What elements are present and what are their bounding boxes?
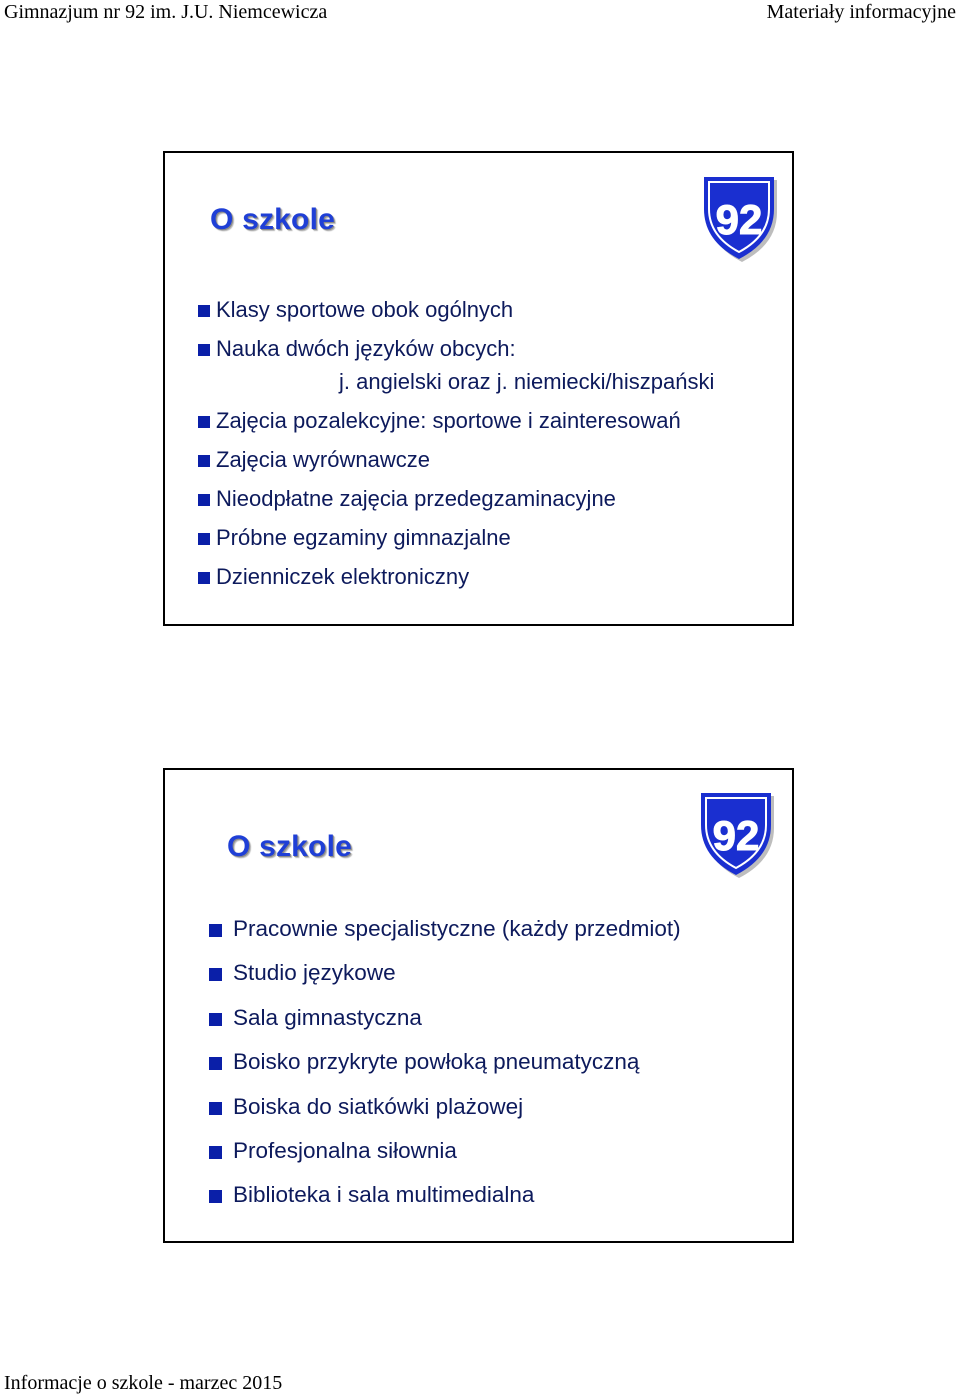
list-item-continuation: j. angielski oraz j. niemiecki/hiszpański — [339, 369, 715, 394]
list-item: Próbne egzaminy gimnazjalne — [196, 524, 714, 563]
list-item: Profesjonalna siłownia — [207, 1137, 681, 1181]
slide-1-bullet-list — [196, 296, 714, 602]
list-item: Sala gimnastyczna — [207, 1004, 681, 1048]
page-footer: Informacje o szkole - marzec 2015 — [4, 1372, 283, 1394]
list-item: Studio językowe — [207, 959, 681, 1003]
list-item: Boiska do siatkówki plażowej — [207, 1093, 681, 1137]
logo-number: 92 — [715, 196, 763, 243]
slide-title: O szkole — [227, 830, 352, 863]
slide-title: O szkole — [210, 203, 335, 236]
square-bullet-icon — [198, 416, 210, 428]
list-item: Klasy sportowe obok ogólnych — [196, 296, 714, 335]
header-doc-type: Materiały informacyjne — [766, 1, 956, 23]
list-item: Dzienniczek elektroniczny — [196, 563, 714, 602]
list-item: Zajęcia pozalekcyjne: sportowe i zainteresowań — [196, 407, 714, 446]
square-bullet-icon — [209, 924, 222, 937]
square-bullet-icon — [198, 494, 210, 506]
square-bullet-icon — [198, 344, 210, 356]
list-item: Boisko przykryte powłoką pneumatyczną — [207, 1048, 681, 1092]
square-bullet-icon — [198, 305, 210, 317]
square-bullet-icon — [209, 1190, 222, 1203]
school-shield-logo-icon — [701, 172, 783, 264]
list-item: Pracownie specjalistyczne (każdy przedmiot) — [207, 915, 681, 959]
square-bullet-icon — [209, 1057, 222, 1070]
header-school-name: Gimnazjum nr 92 im. J.U. Niemcewicza — [4, 1, 328, 23]
list-item: Nauka dwóch języków obcych: — [196, 335, 714, 368]
page-header — [0, 0, 960, 26]
slide-2 — [163, 768, 794, 1243]
school-shield-logo-icon — [698, 788, 780, 880]
square-bullet-icon — [209, 1146, 222, 1159]
square-bullet-icon — [209, 968, 222, 981]
square-bullet-icon — [198, 572, 210, 584]
square-bullet-icon — [209, 1013, 222, 1026]
slide-2-bullet-list — [207, 915, 681, 1226]
square-bullet-icon — [198, 455, 210, 467]
list-item: Zajęcia wyrównawcze — [196, 446, 714, 485]
square-bullet-icon — [198, 533, 210, 545]
slide-1 — [163, 151, 794, 626]
list-item: Nieodpłatne zajęcia przedegzaminacyjne — [196, 485, 714, 524]
logo-number: 92 — [712, 812, 760, 859]
list-item: Biblioteka i sala multimedialna — [207, 1181, 681, 1225]
square-bullet-icon — [209, 1102, 222, 1115]
